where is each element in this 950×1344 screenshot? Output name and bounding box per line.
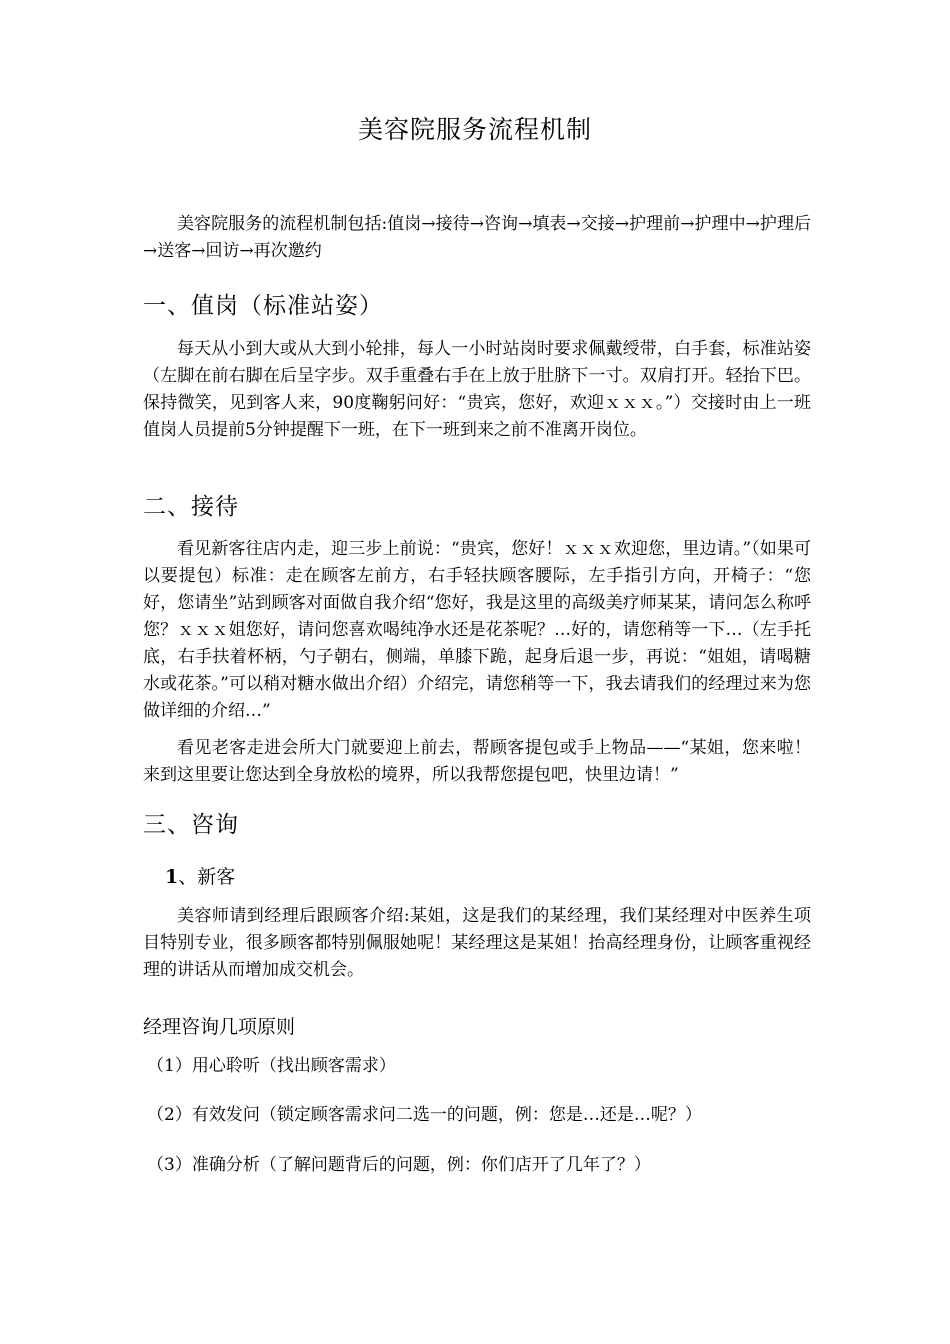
paragraph: 看见老客走进会所大门就要迎上前去，帮顾客提包或手上物品——“某姐，您来啦！来到这里要让您达到全身放松的境界，所以我帮您提包吧，快里边请！” — [143, 738, 811, 785]
section-heading-duty: 一、值岗（标准站姿） — [143, 293, 383, 319]
intro-paragraph: 美容院服务的流程机制包括:值岗→接待→咨询→填表→交接→护理前→护理中→护理后→送客→回访→再次邀约 — [143, 214, 811, 261]
paragraph: 美容师请到经理后跟顾客介绍:某姐，这是我们的某经理，我们某经理对中医养生项目特别专业，很多顾客都特别佩服她呢！某经理这是某姐！抬高经理身份，让顾客重视经理的讲话从而增加成交机会。 — [143, 906, 811, 980]
paragraph: 每天从小到大或从大到小轮排，每人一小时站岗时要求佩戴绶带，白手套，标准站姿（左脚在前右脚在后呈字步。双手重叠右手在上放于肚脐下一寸。双肩打开。轻抬下巴。保持微笑，见到客人来，90度鞠躬问好：“贵宾，您好，欢迎ｘｘｘ。”）交接时由上一班值岗人员提前5分钟提醒下一班，在下一班到来之前不准离开岗位。 — [143, 339, 811, 440]
paragraph: 看见新客往店内走，迎三步上前说：“贵宾，您好！ｘｘｘ欢迎您，里边请。”（如果可以要提包）标准：走在顾客左前方，右手轻扶顾客腰际，左手指引方向，开椅子：“您好，您请坐”站到顾客对面做自我介绍“您好，我是这里的高级美疗师某某，请问怎么称呼您？ｘｘｘ姐您好，请问您喜欢喝纯净水还是花茶呢？…好的，请您稍等一下…（左手托底，右手扶着杯柄，勺子朝右，侧端，单膝下跪，起身后退一步，再说：“姐姐，请喝糖水或花茶。”可以稍对糖水做出介绍）介绍完，请您稍等一下，我去请我们的经理过来为您做详细的介绍…” — [143, 539, 811, 721]
section-body-reception-new — [143, 536, 811, 725]
section-body-consult — [143, 903, 811, 984]
principle-item: （2）有效发问（锁定顾客需求问二选一的问题，例：您是…还是…呢？） — [147, 1105, 702, 1125]
principle-item: （3）准确分析（了解问题背后的问题，例：你们店开了几年了？） — [147, 1155, 651, 1175]
principles-heading: 经理咨询几项原则 — [143, 1016, 296, 1038]
section-body-reception-old — [143, 735, 811, 789]
section-heading-consult: 三、咨询 — [143, 812, 239, 838]
document-title: 美容院服务流程机制 — [357, 115, 592, 144]
subheading-number: 1 — [165, 866, 179, 888]
intro-block — [143, 211, 811, 265]
subheading-text: 、新客 — [178, 866, 236, 888]
section-body-duty — [143, 336, 811, 444]
section-heading-reception: 二、接待 — [143, 494, 239, 520]
principle-item: （1）用心聆听（找出顾客需求） — [147, 1056, 396, 1076]
subheading-new-customer — [165, 862, 235, 892]
